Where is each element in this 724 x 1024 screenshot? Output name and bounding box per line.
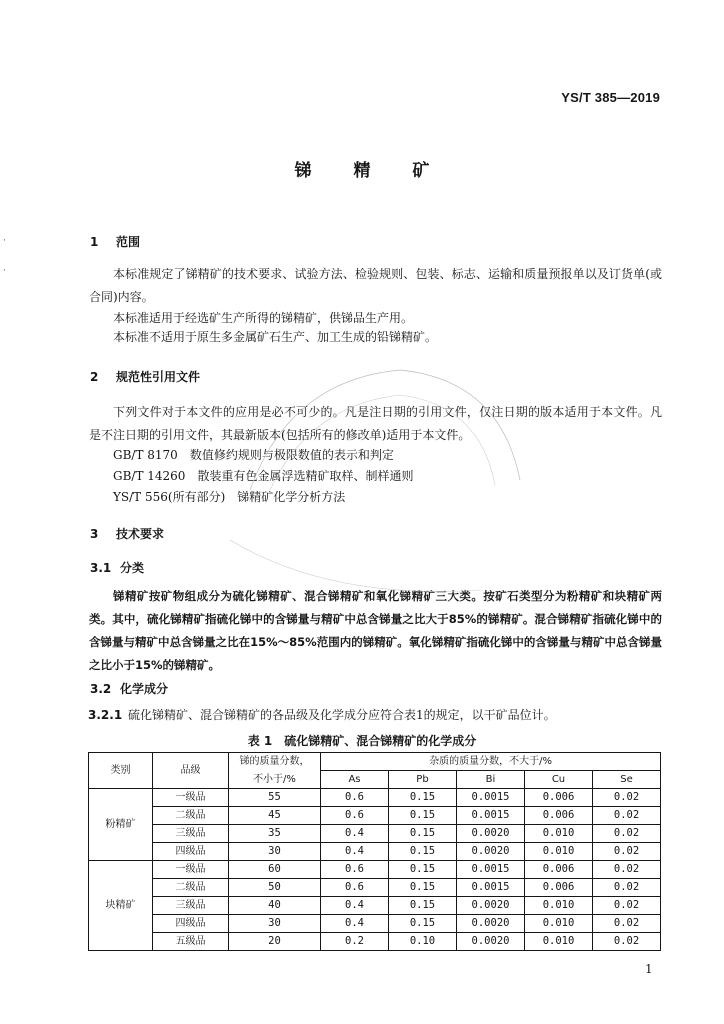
standard-code: YS/T 385—2019: [561, 90, 660, 105]
header-impurity: 杂质的质量分数，不大于/%: [321, 753, 661, 771]
margin-mark: ·: [3, 266, 6, 276]
impurity-cell: 0.6: [321, 789, 389, 807]
impurity-cell: 0.0015: [457, 861, 525, 879]
impurity-cell: 0.0020: [457, 825, 525, 843]
header-element: Bi: [457, 771, 525, 789]
table-row: [89, 789, 661, 807]
table-row: [89, 879, 661, 897]
section-3-2-1-text: 3.2.1 硫化锑精矿、混合锑精矿的各品级及化学成分应符合表1的规定，以干矿品位计。: [88, 708, 556, 722]
impurity-cell: 0.02: [593, 807, 661, 825]
sb-cell: 30: [229, 915, 321, 933]
header-element: As: [321, 771, 389, 789]
impurity-cell: 0.15: [389, 861, 457, 879]
reference-item: GB/T 8170 数值修约规则与极限数值的表示和判定: [113, 448, 394, 462]
scope-paragraph-2: 本标准适用于经选矿生产所得的锑精矿，供锑品生产用。: [113, 311, 414, 325]
grade-cell: 四级品: [153, 843, 229, 861]
grade-cell: 三级品: [153, 825, 229, 843]
impurity-cell: 0.02: [593, 789, 661, 807]
grade-cell: 四级品: [153, 915, 229, 933]
table-row: [89, 933, 661, 951]
document-title: 锑 精 矿: [294, 161, 448, 181]
table-1-caption: 表 1 硫化锑精矿、混合锑精矿的化学成分: [247, 734, 477, 748]
grade-cell: 五级品: [153, 933, 229, 951]
impurity-cell: 0.15: [389, 843, 457, 861]
scope-paragraph-3: 本标准不适用于原生多金属矿石生产、加工生成的铅锑精矿。: [113, 330, 438, 344]
impurity-cell: 0.02: [593, 861, 661, 879]
sb-cell: 35: [229, 825, 321, 843]
reference-item: GB/T 14260 散装重有色金属浮选精矿取样、制样通则: [113, 469, 414, 483]
references-intro: 下列文件对于本文件的应用是必不可少的。凡是注日期的引用文件，仅注日期的版本适用于本文件。凡是不注日期的引用文件，其最新版本(包括所有的修改单)适用于本文件。: [89, 405, 662, 442]
impurity-cell: 0.006: [525, 807, 593, 825]
section-3-1-heading: 3.1 分类: [90, 561, 145, 575]
sb-cell: 20: [229, 933, 321, 951]
impurity-cell: 0.010: [525, 915, 593, 933]
chemical-composition-table: [88, 752, 661, 951]
impurity-cell: 0.0015: [457, 879, 525, 897]
impurity-cell: 0.02: [593, 825, 661, 843]
impurity-cell: 0.006: [525, 879, 593, 897]
impurity-cell: 0.0015: [457, 807, 525, 825]
table-row: [89, 915, 661, 933]
table-row: [89, 825, 661, 843]
sb-cell: 45: [229, 807, 321, 825]
header-category: 类别: [89, 753, 153, 789]
impurity-cell: 0.4: [321, 915, 389, 933]
impurity-cell: 0.0015: [457, 789, 525, 807]
impurity-cell: 0.02: [593, 897, 661, 915]
impurity-cell: 0.02: [593, 915, 661, 933]
impurity-cell: 0.10: [389, 933, 457, 951]
impurity-cell: 0.010: [525, 897, 593, 915]
impurity-cell: 0.15: [389, 807, 457, 825]
impurity-cell: 0.0020: [457, 915, 525, 933]
impurity-cell: 0.4: [321, 897, 389, 915]
category-cell: 粉精矿: [89, 789, 153, 861]
sb-cell: 40: [229, 897, 321, 915]
impurity-cell: 0.15: [389, 825, 457, 843]
grade-cell: 一级品: [153, 789, 229, 807]
sb-cell: 30: [229, 843, 321, 861]
header-sb-line2: 不小于/%: [229, 771, 321, 789]
sb-cell: 50: [229, 879, 321, 897]
impurity-cell: 0.02: [593, 933, 661, 951]
section-3-heading: 3 技术要求: [90, 527, 165, 541]
impurity-cell: 0.006: [525, 861, 593, 879]
margin-mark: ·: [3, 236, 6, 246]
impurity-cell: 0.4: [321, 843, 389, 861]
impurity-cell: 0.2: [321, 933, 389, 951]
impurity-cell: 0.6: [321, 861, 389, 879]
impurity-cell: 0.15: [389, 789, 457, 807]
sb-cell: 55: [229, 789, 321, 807]
header-element: Cu: [525, 771, 593, 789]
impurity-cell: 0.010: [525, 933, 593, 951]
grade-cell: 二级品: [153, 879, 229, 897]
impurity-cell: 0.15: [389, 915, 457, 933]
impurity-cell: 0.15: [389, 879, 457, 897]
section-1-heading: 1 范围: [90, 235, 141, 249]
page-number: 1: [645, 962, 653, 976]
impurity-cell: 0.4: [321, 825, 389, 843]
classification-paragraph: 锑精矿按矿物组成分为硫化锑精矿、混合锑精矿和氧化锑精矿三大类。按矿石类型分为粉精矿和块精矿两类。其中，硫化锑精矿指硫化锑中的含锑量与精矿中总含锑量之比大于85%的锑精矿。混合锑精矿指硫化锑中的含锑量与精矿中总含锑量之比在15%～85%范围内的锑精矿。氧化锑精矿指硫化锑中的含锑量与精矿中总含锑量之比小于15%的锑精矿。: [89, 589, 662, 672]
impurity-cell: 0.02: [593, 879, 661, 897]
impurity-cell: 0.6: [321, 807, 389, 825]
header-sb-line1: 锑的质量分数，: [229, 753, 321, 771]
impurity-cell: 0.0020: [457, 843, 525, 861]
scope-paragraph-1: 本标准规定了锑精矿的技术要求、试验方法、检验规则、包装、标志、运输和质量预报单以及订货单(或合同)内容。: [89, 267, 662, 304]
header-element: Se: [593, 771, 661, 789]
table-row: [89, 861, 661, 879]
grade-cell: 二级品: [153, 807, 229, 825]
grade-cell: 三级品: [153, 897, 229, 915]
impurity-cell: 0.006: [525, 789, 593, 807]
section-3-2-heading: 3.2 化学成分: [90, 682, 169, 696]
category-cell: 块精矿: [89, 861, 153, 951]
impurity-cell: 0.0020: [457, 933, 525, 951]
impurity-cell: 0.010: [525, 843, 593, 861]
impurity-cell: 0.010: [525, 825, 593, 843]
impurity-cell: 0.02: [593, 843, 661, 861]
table-row: [89, 807, 661, 825]
header-grade: 品级: [153, 753, 229, 789]
section-2-heading: 2 规范性引用文件: [90, 370, 201, 384]
sb-cell: 60: [229, 861, 321, 879]
header-element: Pb: [389, 771, 457, 789]
impurity-cell: 0.0020: [457, 897, 525, 915]
impurity-cell: 0.6: [321, 879, 389, 897]
impurity-cell: 0.15: [389, 897, 457, 915]
table-row: [89, 843, 661, 861]
table-row: [89, 897, 661, 915]
reference-item: YS/T 556(所有部分) 锑精矿化学分析方法: [113, 490, 346, 504]
grade-cell: 一级品: [153, 861, 229, 879]
